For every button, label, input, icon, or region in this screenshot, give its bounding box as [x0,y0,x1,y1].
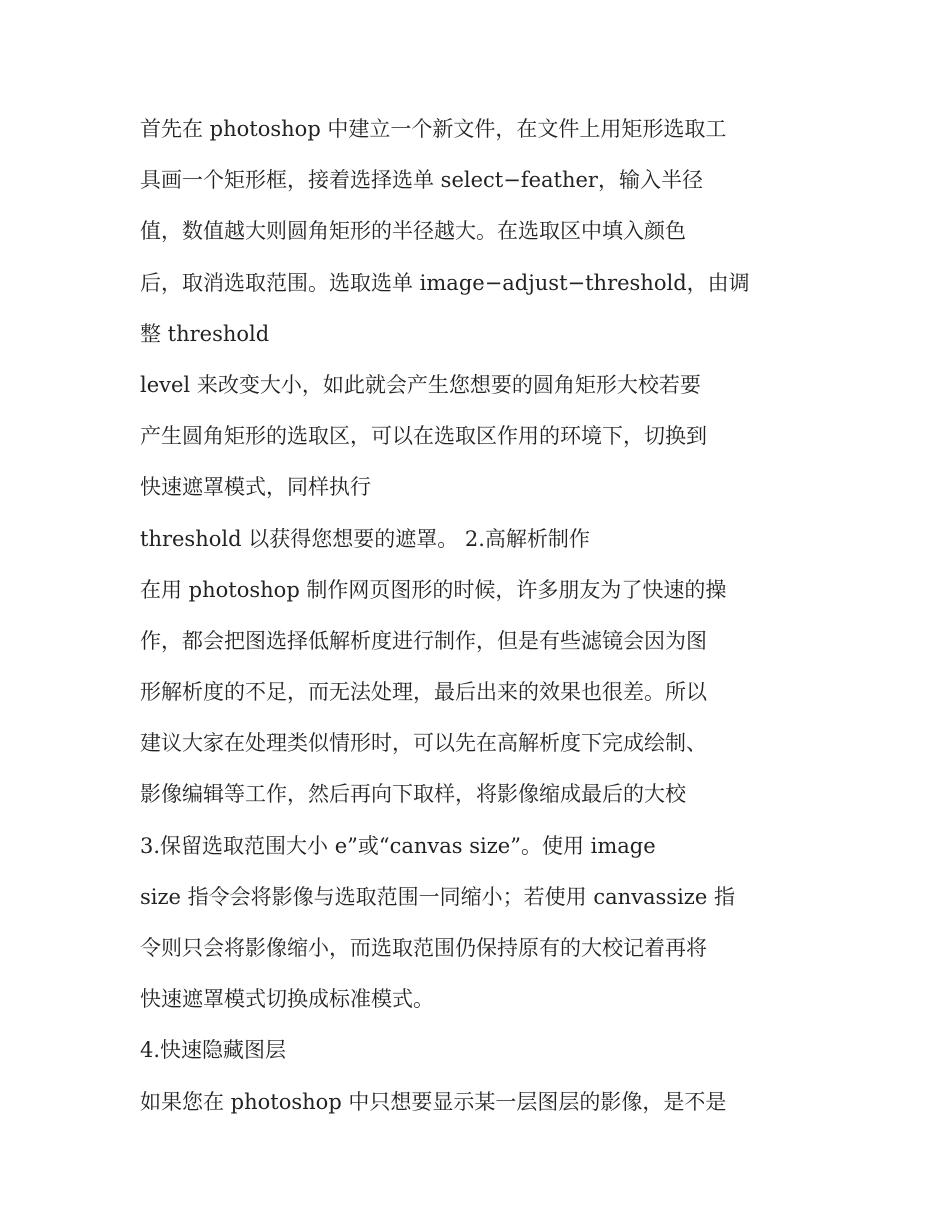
text-line-10: 在用 photoshop 制作网页图形的时候，许多朋友为了快速的操 [140,577,727,602]
text-line-12: 形解析度的不足，而无法处理，最后出来的效果也很差。所以 [140,680,707,705]
text-line-15: 3.保留选取范围大小 e”或“canvas size”。使用 image [140,833,656,858]
text-line-1: 首先在 photoshop 中建立一个新文件，在文件上用矩形选取工 [140,117,727,141]
text-line-2: 具画一个矩形框，接着选择选单 select−feather，输入半径 [140,168,703,193]
text-line-19: 4.快速隐藏图层 [140,1038,287,1063]
text-line-18: 快速遮罩模式切换成标准模式。 [140,987,434,1012]
text-line-14: 影像编辑等工作，然后再向下取样，将影像缩成最后的大校 [140,782,686,807]
text-line-13: 建议大家在处理类似情形时，可以先在高解析度下完成绘制、 [140,731,707,756]
text-line-5: 整 threshold [140,321,270,346]
text-line-3: 值，数值越大则圆角矩形的半径越大。在选取区中填入颜色 [140,219,686,244]
text-line-6: level 来改变大小，如此就会产生您想要的圆角矩形大校若要 [140,372,701,397]
text-line-20: 如果您在 photoshop 中只想要显示某一层图层的影像，是不是 [140,1089,727,1114]
text-line-4: 后，取消选取范围。选取选单 image−adjust−threshold，由调 [140,270,750,295]
text-line-7: 产生圆角矩形的选取区，可以在选取区作用的环境下，切换到 [140,424,707,449]
text-line-17: 令则只会将影像缩小，而选取范围仍保持原有的大校记着再将 [140,936,707,960]
text-line-9: threshold 以获得您想要的遮罩。 2.高解析制作 [140,526,590,551]
text-line-11: 作，都会把图选择低解析度进行制作，但是有些滤镜会因为图 [140,628,707,653]
text-line-16: size 指令会将影像与选取范围一同缩小；若使用 canvassize 指 [140,884,735,909]
body-text [140,104,830,1128]
text-line-8: 快速遮罩模式，同样执行 [140,475,371,500]
